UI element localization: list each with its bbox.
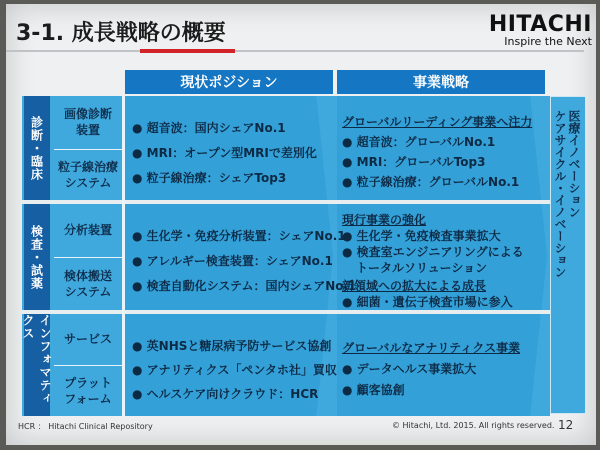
current-item: ● 超音波：国内シェアNo.1 <box>132 121 286 135</box>
side-label-medical-innovation: 医療イノベーション <box>567 110 581 218</box>
column-header-current: 現状ポジション <box>125 70 333 94</box>
current-informatics <box>132 338 337 403</box>
slide-title: 3-1. 成長戦略の概要 <box>16 21 226 46</box>
title-underline <box>6 50 584 52</box>
strategy-item: ● 生化学・免疫検査事業拡大 <box>342 229 501 243</box>
logo-name: HITACHI <box>488 12 592 37</box>
current-item: ● 粒子線治療：シェアTop3 <box>132 171 287 185</box>
subrow-platform: プラット フォーム <box>64 376 112 406</box>
strategy-diagnosis <box>342 114 532 191</box>
page-number: 12 <box>558 418 574 432</box>
strategy-item: ● 粒子線治療：グローバルNo.1 <box>342 175 520 189</box>
category-informatics: インフォマティクス <box>24 314 50 416</box>
strategy-item: ● 顧客協創 <box>342 383 405 397</box>
hitachi-logo <box>489 12 592 48</box>
strategy-item: ● データヘルス事業拡大 <box>342 362 477 376</box>
strategy-item: ● 検査室エンジニアリングによる <box>342 245 524 259</box>
current-item: ● MRI：オープン型MRIで差別化 <box>132 146 317 160</box>
strategy-heading: 新領域への拡大による成長 <box>342 279 487 293</box>
current-item: ● アナリティクス「ペンタホ社」買収 <box>132 363 337 377</box>
strategy-heading: 現行事業の強化 <box>342 213 427 227</box>
subrow-imaging: 画像診断 装置 <box>63 107 112 137</box>
strategy-heading: グローバルなアナリティクス事業 <box>342 341 521 355</box>
current-item: ● 生化学・免疫分析装置：シェアNo.1 <box>132 229 346 243</box>
category-diagnosis: 診断・臨床 <box>24 96 50 200</box>
strategy-informatics <box>342 340 520 399</box>
strategy-testing <box>342 212 524 310</box>
current-item: ● 検査自動化システム：国内シェアNo.1 <box>132 279 357 293</box>
subrow-particle: 粒子線治療 システム <box>57 160 118 190</box>
current-item: ● ヘルスケア向けクラウド：HCR <box>132 387 319 401</box>
category-testing: 検査・試薬 <box>24 204 50 310</box>
current-diagnosis <box>132 120 317 187</box>
current-item: ● 英NHSと糖尿病予防サービス協創 <box>132 339 332 353</box>
subrow-service: サービス <box>63 332 112 346</box>
current-item: ● アレルギー検査装置：シェアNo.1 <box>132 254 333 268</box>
footer-note: HCR ： Hitachi Clinical Repository <box>18 422 153 431</box>
strategy-item: トータルソリューション <box>356 261 488 275</box>
strategy-heading: グローバルリーディング事業へ注力 <box>342 115 533 129</box>
strategy-item: ● MRI：グローバルTop3 <box>342 155 486 169</box>
subrow-transport: 検体搬送 システム <box>63 269 112 299</box>
side-label-care-cycle-innovation: ケアサイクル・イノベーション <box>553 110 567 278</box>
subrow-analyzer: 分析装置 <box>63 223 112 237</box>
title-accent-mark <box>140 49 235 53</box>
logo-tagline: Inspire the Next <box>504 35 592 48</box>
current-testing <box>132 228 356 295</box>
strategy-item: ● 細菌・遺伝子検査市場に参入 <box>342 295 513 309</box>
column-divider <box>122 96 125 416</box>
column-header-strategy: 事業戦略 <box>337 70 545 94</box>
strategy-item: ● 超音波：グローバルNo.1 <box>342 135 496 149</box>
copyright: © Hitachi, Ltd. 2015. All rights reserved. <box>392 421 555 430</box>
